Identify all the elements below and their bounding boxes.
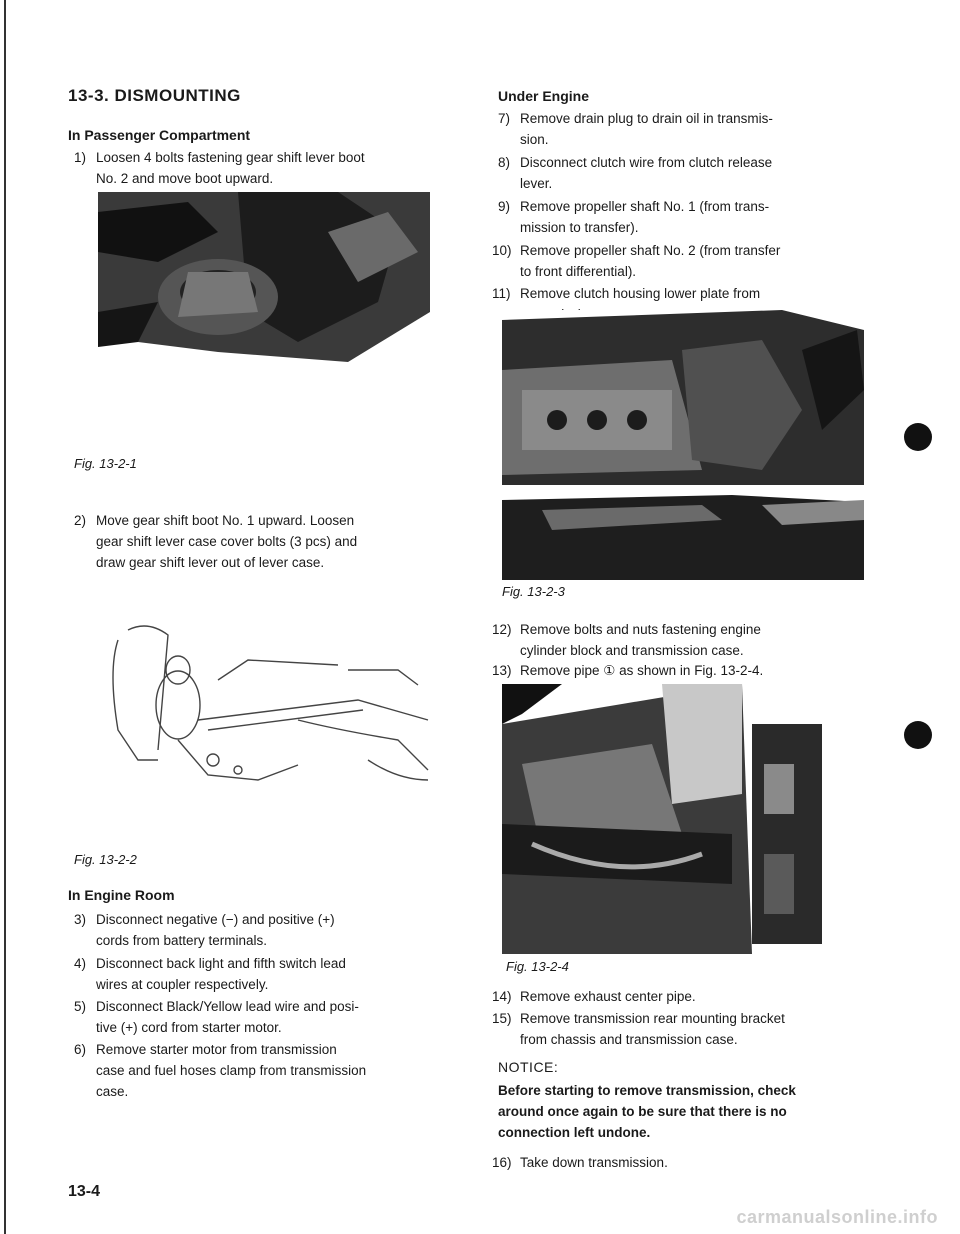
step-text: Loosen 4 bolts fastening gear shift lever boot (96, 150, 365, 165)
step-text-cont: cords from battery terminals. (96, 933, 268, 948)
step-text-cont: from chassis and transmission case. (520, 1032, 738, 1047)
step-4 (74, 953, 454, 995)
page-number: 13-4 (68, 1183, 101, 1200)
step-number: 6) (74, 1042, 87, 1057)
step-number: 13) (492, 663, 512, 678)
step-text-cont: draw gear shift lever out of lever case. (96, 555, 325, 570)
step-number: 8) (498, 155, 511, 170)
section-title: 13-3. DISMOUNTING (68, 86, 241, 105)
step-number: 1) (74, 150, 87, 165)
figure-13-2-1-photo (98, 192, 430, 382)
step-text: Disconnect negative (−) and positive (+) (96, 912, 335, 927)
step-15 (492, 1008, 868, 1050)
step-text-cont: mission to transfer). (520, 220, 639, 235)
figure-13-2-4-photo (502, 684, 866, 954)
step-9 (498, 196, 868, 238)
step-text: Remove pipe ① as shown in Fig. 13-2-4. (520, 663, 764, 678)
step-text: Disconnect back light and fifth switch lead (96, 956, 346, 971)
step-text: Remove transmission rear mounting bracket (520, 1011, 785, 1026)
notice-label: NOTICE: (498, 1059, 559, 1075)
step-text-cont: case and fuel hoses clamp from transmission (96, 1063, 367, 1078)
step-text-cont: tive (+) cord from starter motor. (96, 1020, 282, 1035)
notice-line: connection left undone. (498, 1125, 651, 1140)
step-number: 5) (74, 999, 87, 1014)
step-2 (74, 510, 454, 573)
figure-13-2-3-photo (502, 310, 864, 580)
step-number: 14) (492, 989, 512, 1004)
step-1 (74, 147, 454, 189)
step-number: 12) (492, 622, 512, 637)
step-text: Remove exhaust center pipe. (520, 989, 696, 1004)
subhead-under-engine: Under Engine (498, 88, 590, 104)
step-text: Remove drain plug to drain oil in transmis- (520, 111, 773, 126)
step-text: Disconnect clutch wire from clutch release (520, 155, 773, 170)
step-text-cont: lever. (520, 176, 553, 191)
step-text: Disconnect Black/Yellow lead wire and posi- (96, 999, 359, 1014)
step-14 (492, 986, 868, 1007)
step-number: 3) (74, 912, 87, 927)
step-text: Remove propeller shaft No. 2 (from transfer (520, 243, 781, 258)
step-number: 16) (492, 1155, 512, 1170)
figure-caption-13-2-1: Fig. 13-2-1 (74, 456, 137, 471)
figure-caption-13-2-3: Fig. 13-2-3 (502, 584, 565, 599)
notice-line: around once again to be sure that there is no (498, 1104, 787, 1119)
step-5 (74, 996, 454, 1038)
step-text-cont: gear shift lever case cover bolts (3 pcs) and (96, 534, 358, 549)
subhead-engine-room: In Engine Room (68, 887, 175, 903)
step-text-cont: sion. (520, 132, 549, 147)
step-number: 10) (492, 243, 512, 258)
step-number: 2) (74, 513, 87, 528)
binder-hole-mark (904, 423, 932, 451)
step-13 (492, 660, 868, 681)
step-3 (74, 909, 454, 951)
notice-line: Before starting to remove transmission, check (498, 1083, 796, 1098)
step-text: Take down transmission. (520, 1155, 668, 1170)
step-text: Remove propeller shaft No. 1 (from trans- (520, 199, 770, 214)
notice-body (498, 1080, 868, 1143)
step-text: Remove starter motor from transmission (96, 1042, 337, 1057)
step-text-cont: wires at coupler respectively. (96, 977, 269, 992)
step-number: 7) (498, 111, 511, 126)
step-number: 11) (492, 286, 511, 301)
step-number: 15) (492, 1011, 512, 1026)
step-10 (492, 240, 868, 282)
step-7 (498, 108, 868, 150)
watermark-text: carmanualsonline.info (736, 1207, 938, 1227)
subhead-passenger-compartment: In Passenger Compartment (68, 127, 251, 143)
step-text-cont: No. 2 and move boot upward. (96, 171, 274, 186)
binder-hole-mark (904, 721, 932, 749)
step-text-cont: to front differential). (520, 264, 637, 279)
step-text-cont: case. (96, 1084, 129, 1099)
step-text: Remove bolts and nuts fastening engine (520, 622, 761, 637)
step-6 (74, 1039, 454, 1102)
step-text: Remove clutch housing lower plate from (520, 286, 761, 301)
step-16 (492, 1152, 868, 1173)
step-number: 4) (74, 956, 87, 971)
step-number: 9) (498, 199, 511, 214)
step-text: Move gear shift boot No. 1 upward. Loosen (96, 513, 355, 528)
step-12 (492, 619, 868, 661)
page-edge-line (4, 0, 6, 1234)
step-8 (498, 152, 868, 194)
figure-caption-13-2-4: Fig. 13-2-4 (506, 959, 569, 974)
step-text-cont: cylinder block and transmission case. (520, 643, 744, 658)
figure-13-2-2-drawing (98, 610, 438, 810)
figure-caption-13-2-2: Fig. 13-2-2 (74, 852, 137, 867)
